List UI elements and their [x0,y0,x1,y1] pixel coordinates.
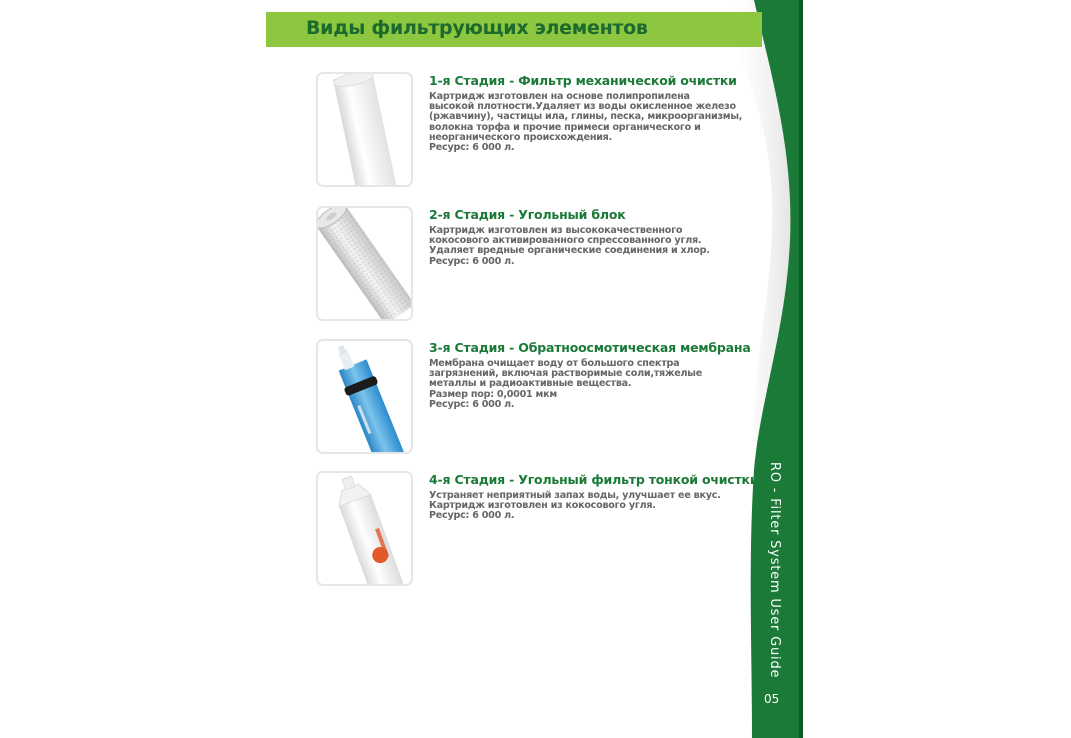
description-line: (ржавчину), частицы ила, глины, песка, микроорганизмы, [429,111,743,123]
resource-line: Ресурс: 6 000 л. [429,142,515,154]
stage-title: 3-я Стадия - Обратноосмотическая мембрана [429,340,751,355]
description-line: волокна торфа и прочие примеси органического и [429,121,701,133]
header-bar [266,12,762,47]
carbon-block-cartridge-icon [316,206,413,321]
stage-3 [316,339,756,457]
description-line: Мембрана очищает воду от большого спектра [429,358,680,369]
description-line: кокосового активированного спрессованного угля. [429,235,702,247]
resource-line: Ресурс: 6 000 л. [429,255,515,267]
description-line: Картридж изготовлен из кокосового угля. [429,500,656,512]
sediment-cartridge-icon [316,72,413,187]
stage-description [429,491,749,522]
description-line: загрязнений, включая растворимые соли,тяжелые [429,368,702,380]
description-line: металлы и радиоактивные вещества. [429,378,632,390]
stage-1 [316,72,756,190]
resource-line: Ресурс: 6 000 л. [429,510,515,522]
stage-4 [316,471,759,589]
stage-title: 1-я Стадия - Фильтр механической очистки [429,73,737,88]
ro-membrane-icon [316,339,413,454]
page-number: 05 [764,692,780,706]
inline-carbon-filter-icon [316,471,413,586]
description-line: Удаляет вредные органические соединения и хлор. [429,245,710,257]
stage-description [429,226,749,267]
description-line: Устраняет неприятный запах воды, улучшает ее вкус. [429,490,721,501]
resource-line: Ресурс: 6 000 л. [429,398,515,410]
stage-2 [316,206,756,324]
stage-description [429,359,749,410]
stage-title: 4-я Стадия - Угольный фильтр тонкой очистки [429,472,759,487]
description-line: Картридж изготовлен на основе полипропилена [429,91,690,102]
stage-description [429,92,749,153]
description-line: высокой плотности.Удаляет из воды окисленное железо [429,101,736,113]
pore-size-line: Размер пор: 0,0001 мкм [429,388,557,400]
guide-side-title: RO - Filter System User Guide [767,462,782,679]
stage-title: 2-я Стадия - Угольный блок [429,207,626,222]
page-title: Виды фильтрующих элементов [306,17,648,39]
description-line: Картридж изготовлен из высококачественного [429,225,683,236]
description-line: неорганического происхождения. [429,131,612,143]
